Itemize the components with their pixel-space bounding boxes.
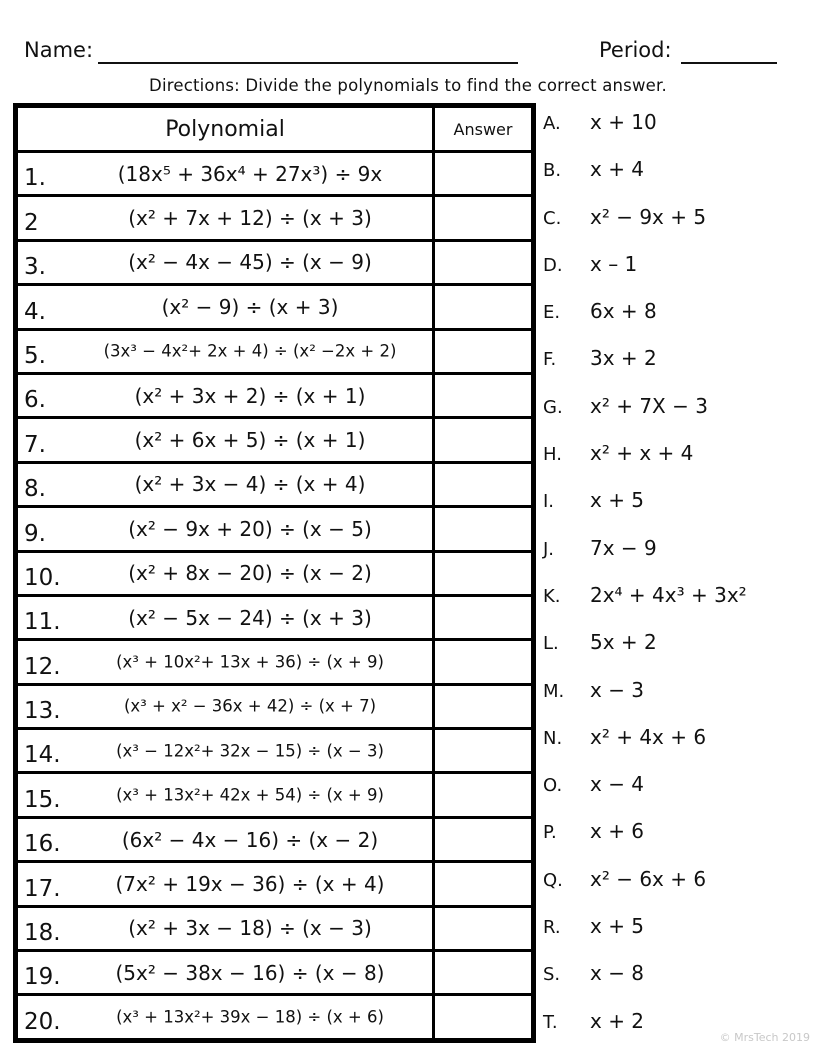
table-row xyxy=(16,595,534,639)
answer-cell[interactable] xyxy=(434,551,534,595)
choice-text: x² + x + 4 xyxy=(590,441,694,466)
answer-choice xyxy=(543,245,803,292)
answer-choice xyxy=(543,529,803,576)
problem-expression: (x³ + 10x²+ 13x + 36) ÷ (x + 9) xyxy=(116,652,384,672)
problem-number: 6. xyxy=(24,387,46,414)
answer-cell[interactable] xyxy=(434,862,534,906)
problem-number: 4. xyxy=(24,298,46,325)
problem-cell xyxy=(16,373,434,417)
problem-cell xyxy=(16,285,434,329)
problem-expression: (x² + 7x + 12) ÷ (x + 3) xyxy=(128,206,372,231)
period-field[interactable] xyxy=(681,62,777,64)
problem-cell xyxy=(16,240,434,284)
choice-text: x + 10 xyxy=(590,110,657,134)
choice-text: x + 5 xyxy=(590,914,645,939)
table-row xyxy=(16,862,534,906)
answer-cell[interactable] xyxy=(434,329,534,373)
answer-cell[interactable] xyxy=(434,418,534,462)
choice-letter: E. xyxy=(543,302,561,324)
answer-choice xyxy=(543,812,803,859)
answer-cell[interactable] xyxy=(434,684,534,728)
answer-choice xyxy=(543,718,803,765)
answer-choice xyxy=(543,954,803,1001)
problem-number: 14. xyxy=(24,742,61,769)
problem-expression: (5x² − 38x − 16) ÷ (x − 8) xyxy=(115,960,385,985)
problem-expression: (x² + 3x − 4) ÷ (x + 4) xyxy=(134,472,366,497)
choice-text: 6x + 8 xyxy=(590,299,657,324)
problem-number: 11. xyxy=(24,609,61,636)
answer-cell[interactable] xyxy=(434,817,534,861)
choice-letter: C. xyxy=(543,207,562,229)
answer-choice xyxy=(543,198,803,245)
choice-text: x + 5 xyxy=(590,488,645,513)
worksheet-table xyxy=(13,103,536,1043)
answer-choice xyxy=(543,434,803,481)
choice-letter: L. xyxy=(543,633,559,655)
problem-cell xyxy=(16,951,434,995)
choice-text: 2x⁴ + 4x³ + 3x² xyxy=(590,582,747,607)
choice-letter: B. xyxy=(543,160,562,182)
table-row xyxy=(16,551,534,595)
problem-expression: (x³ + 13x²+ 39x − 18) ÷ (x + 6) xyxy=(116,1007,384,1027)
problem-cell xyxy=(16,773,434,817)
problem-number: 3. xyxy=(24,254,46,281)
choice-text: x − 8 xyxy=(590,961,645,986)
answer-choice xyxy=(543,387,803,434)
problem-expression: (x² + 3x + 2) ÷ (x + 1) xyxy=(134,383,366,408)
choice-text: x − 3 xyxy=(590,677,645,702)
problem-expression: (x³ + 13x²+ 42x + 54) ÷ (x + 9) xyxy=(116,785,384,805)
column-header-answer: Answer xyxy=(434,106,534,152)
choice-text: x² − 6x + 6 xyxy=(590,866,707,891)
problem-cell xyxy=(16,995,434,1041)
table-row xyxy=(16,995,534,1041)
choice-text: x − 4 xyxy=(590,772,645,797)
problem-number: 18. xyxy=(24,920,61,947)
problem-expression: (x² − 4x − 45) ÷ (x − 9) xyxy=(128,250,372,275)
problem-cell xyxy=(16,462,434,506)
choice-letter: J. xyxy=(543,538,555,560)
choice-letter: G. xyxy=(543,396,563,418)
choice-letter: F. xyxy=(543,349,557,371)
problem-cell xyxy=(16,418,434,462)
problem-expression: (x² − 9x + 20) ÷ (x − 5) xyxy=(128,516,372,541)
table-row xyxy=(16,951,534,995)
answer-choice xyxy=(543,481,803,528)
answer-choice xyxy=(543,339,803,386)
choice-text: x + 6 xyxy=(590,819,645,844)
choice-text: 7x − 9 xyxy=(590,535,657,560)
problem-number: 1. xyxy=(24,165,46,192)
answer-choice xyxy=(543,292,803,339)
answer-choice xyxy=(543,765,803,812)
period-label: Period: xyxy=(599,38,672,62)
problem-expression: (6x² − 4x − 16) ÷ (x − 2) xyxy=(121,827,379,852)
problem-number: 7. xyxy=(24,431,46,458)
problem-expression: (18x⁵ + 36x⁴ + 27x³) ÷ 9x xyxy=(117,161,383,186)
table-row xyxy=(16,462,534,506)
problem-cell xyxy=(16,551,434,595)
problem-cell xyxy=(16,329,434,373)
table-header-row xyxy=(16,106,534,152)
problem-number: 19. xyxy=(24,964,61,991)
choice-letter: M. xyxy=(543,680,565,702)
answer-choice xyxy=(543,576,803,623)
choice-letter: P. xyxy=(543,822,557,844)
problem-number: 10. xyxy=(24,564,61,591)
table-row xyxy=(16,640,534,684)
problem-cell xyxy=(16,196,434,240)
table-row xyxy=(16,507,534,551)
answer-choice xyxy=(543,150,803,197)
answer-cell[interactable] xyxy=(434,196,534,240)
answer-cell[interactable] xyxy=(434,729,534,773)
choice-letter: T. xyxy=(543,1011,558,1033)
problem-cell xyxy=(16,507,434,551)
table-row xyxy=(16,373,534,417)
problem-cell xyxy=(16,906,434,950)
choice-letter: A. xyxy=(543,113,561,134)
answer-cell[interactable] xyxy=(434,507,534,551)
answer-cell[interactable] xyxy=(434,240,534,284)
table-row xyxy=(16,729,534,773)
choice-text: 5x + 2 xyxy=(590,630,657,655)
problem-cell xyxy=(16,817,434,861)
choice-letter: D. xyxy=(543,254,563,276)
choice-letter: R. xyxy=(543,917,561,939)
table-row xyxy=(16,906,534,950)
column-header-polynomial: Polynomial xyxy=(16,106,434,152)
problem-number: 8. xyxy=(24,476,46,503)
problem-expression: (x² − 9) ÷ (x + 3) xyxy=(161,294,339,319)
problem-number: 16. xyxy=(24,831,61,858)
problem-cell xyxy=(16,862,434,906)
choice-letter: I. xyxy=(543,491,555,513)
problem-number: 13. xyxy=(24,698,61,725)
choice-letter: O. xyxy=(543,775,563,797)
problem-number: 15. xyxy=(24,786,61,813)
choice-letter: N. xyxy=(543,727,563,749)
problem-number: 20. xyxy=(24,1009,61,1035)
table-row xyxy=(16,684,534,728)
problem-number: 12. xyxy=(24,653,61,680)
problem-number: 9. xyxy=(24,520,46,547)
problem-expression: (x³ − 12x²+ 32x − 15) ÷ (x − 3) xyxy=(116,741,384,761)
answer-cell[interactable] xyxy=(434,152,534,196)
problem-number: 5. xyxy=(24,342,46,369)
problem-cell xyxy=(16,684,434,728)
problem-expression: (x² + 8x − 20) ÷ (x − 2) xyxy=(128,561,372,586)
answer-cell[interactable] xyxy=(434,773,534,817)
answer-choices-list xyxy=(543,103,803,1049)
table-row xyxy=(16,329,534,373)
choice-text: x + 4 xyxy=(590,157,645,182)
choice-text: x² + 4x + 6 xyxy=(590,724,707,749)
problem-expression: (x² + 6x + 5) ÷ (x + 1) xyxy=(134,428,366,453)
answer-cell[interactable] xyxy=(434,995,534,1041)
choice-letter: H. xyxy=(543,444,562,466)
problem-expression: (3x³ − 4x²+ 2x + 4) ÷ (x² −2x + 2) xyxy=(103,341,397,361)
table-row xyxy=(16,418,534,462)
directions: Directions: Divide the polynomials to find the correct answer. xyxy=(149,76,667,95)
table-row xyxy=(16,196,534,240)
choice-text: x – 1 xyxy=(590,251,638,276)
answer-cell[interactable] xyxy=(434,951,534,995)
answer-choice xyxy=(543,860,803,907)
choice-letter: Q. xyxy=(543,869,563,891)
answer-cell[interactable] xyxy=(434,285,534,329)
table-row xyxy=(16,285,534,329)
table-row xyxy=(16,152,534,196)
table-row xyxy=(16,240,534,284)
copyright: © MrsTech 2019 xyxy=(719,1031,810,1044)
table-row xyxy=(16,773,534,817)
answer-choice xyxy=(543,103,803,150)
answer-choice xyxy=(543,671,803,718)
answer-cell[interactable] xyxy=(434,462,534,506)
problem-cell xyxy=(16,640,434,684)
answer-cell[interactable] xyxy=(434,906,534,950)
problem-cell xyxy=(16,152,434,196)
problem-expression: (7x² + 19x − 36) ÷ (x + 4) xyxy=(115,871,385,896)
choice-text: x + 2 xyxy=(590,1008,645,1033)
answer-cell[interactable] xyxy=(434,595,534,639)
choice-letter: S. xyxy=(543,964,561,986)
answer-choice xyxy=(543,623,803,670)
problem-cell xyxy=(16,595,434,639)
answer-cell[interactable] xyxy=(434,640,534,684)
answer-choice xyxy=(543,907,803,954)
problem-expression: (x² + 3x − 18) ÷ (x − 3) xyxy=(128,916,372,941)
problem-expression: (x² − 5x − 24) ÷ (x + 3) xyxy=(128,605,372,630)
table-row xyxy=(16,817,534,861)
problem-number: 17. xyxy=(24,875,61,902)
choice-letter: K. xyxy=(543,585,561,607)
choice-text: x² + 7X − 3 xyxy=(590,393,708,418)
problem-cell xyxy=(16,729,434,773)
answer-cell[interactable] xyxy=(434,373,534,417)
name-field[interactable] xyxy=(98,62,518,64)
problem-expression: (x³ + x² − 36x + 42) ÷ (x + 7) xyxy=(123,696,377,716)
choice-text: 3x + 2 xyxy=(590,346,657,371)
name-label: Name: xyxy=(24,38,94,62)
choice-text: x² − 9x + 5 xyxy=(590,204,707,229)
problem-number: 2 xyxy=(24,209,39,236)
